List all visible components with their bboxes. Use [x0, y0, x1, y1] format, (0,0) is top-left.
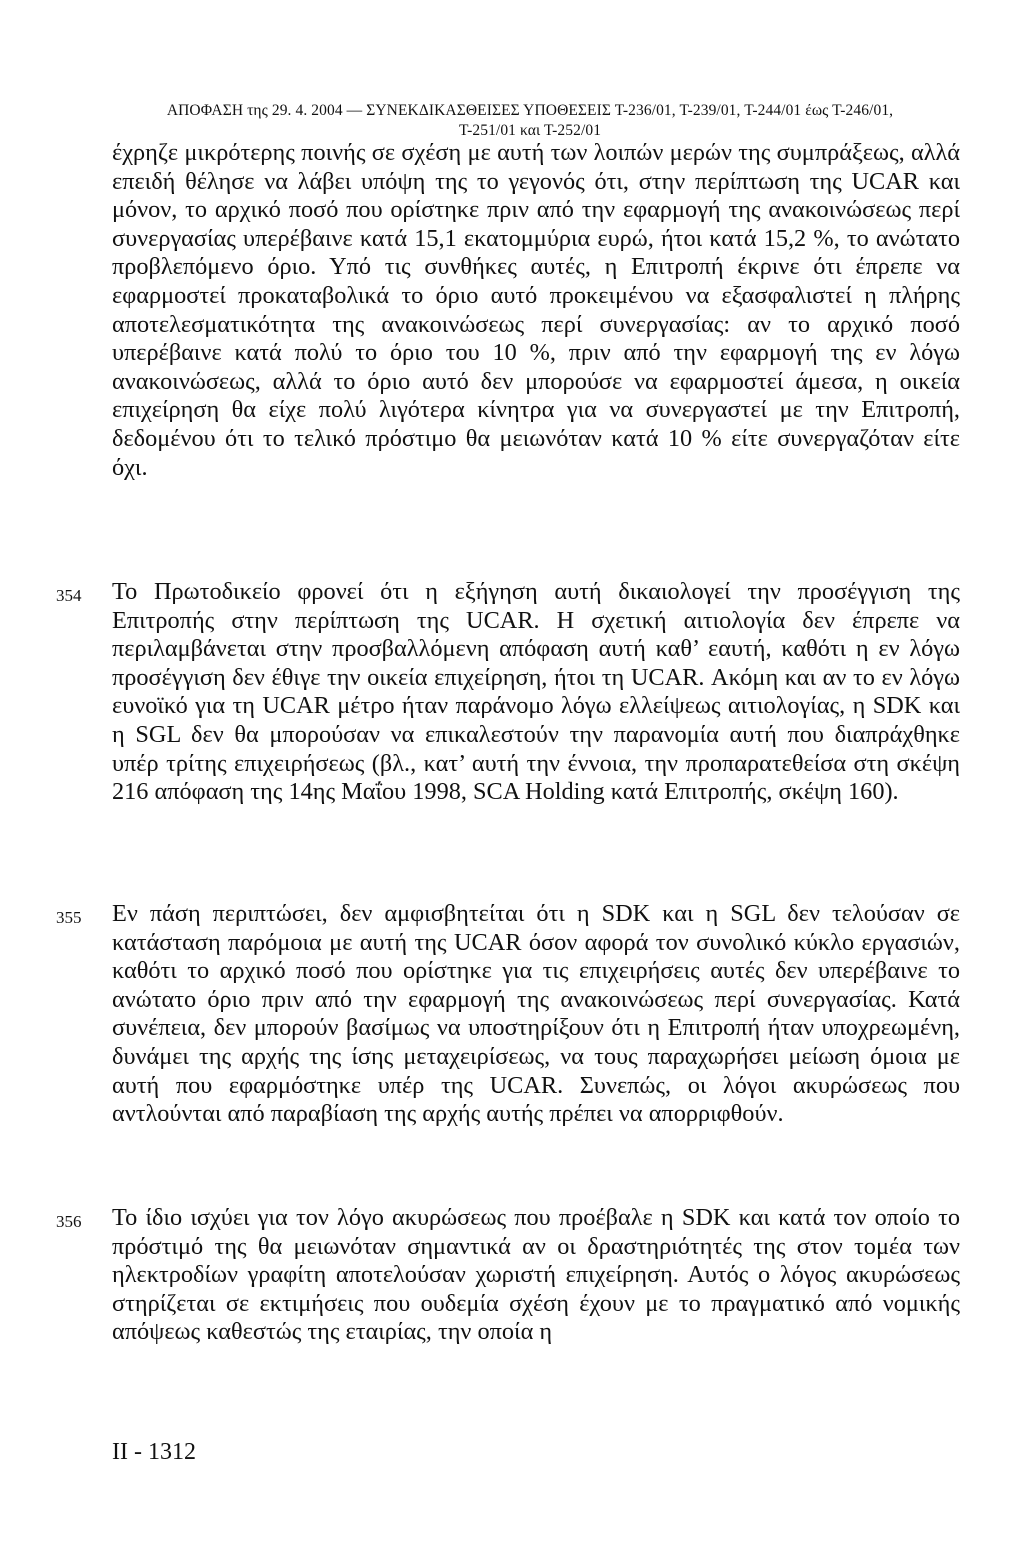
- paragraph-continued: έχρηζε μικρότερης ποινής σε σχέση με αυτή των λοιπών μερών της συμπράξεως, αλλά επειδή θέλησε να λάβει υπόψη της το γεγονός ότι, στην περίπτωση της UCAR και μόνον, το αρχικό ποσό που ορίστηκε πριν από την εφαρμογή της ανακοινώσεως περί συνεργασίας υπερέβαινε κατά 15,1 εκατομμύρια ευρώ, ήτοι κατά 15,2 %, το ανώτατο προβλεπόμενο όριο. Υπό τις συνθήκες αυτές, η Επιτροπή έκρινε ότι έπρεπε να εφαρμοστεί προκαταβολικά το όριο αυτό προκειμένου να εξασφαλιστεί η πλήρης αποτελεσματικότητα της ανακοινώσεως περί συνεργασίας: αν το αρχικό ποσό υπερέβαινε κατά πολύ το όριο του 10 %, πριν από την εφαρμογή της εν λόγω ανακοινώσεως, αλλά το όριο αυτό δεν μπορούσε να εφαρμοστεί άμεσα, η οικεία επιχείρηση θα είχε πολύ λιγότερα κίνητρα για να συνεργαστεί με την Επιτροπή, δεδομένου ότι το τελικό πρόστιμο θα μειωνόταν κατά 10 % είτε συνεργαζόταν είτε όχι.: [112, 139, 960, 481]
- paragraph-number-354: 354: [56, 586, 82, 605]
- paragraph-number-356: 356: [56, 1212, 82, 1231]
- page-number: II - 1312: [112, 1439, 196, 1465]
- paragraph-number-355: 355: [56, 908, 82, 927]
- paragraph-356: Το ίδιο ισχύει για τον λόγο ακυρώσεως που προέβαλε η SDK και κατά τον οποίο το πρόστιμό της θα μειωνόταν σημαντικά αν οι δραστηριότητές της στον τομέα των ηλεκτροδίων γραφίτη αποτελούσαν χωριστή επιχείρηση. Αυτός ο λόγος ακυρώσεως στηρίζεται σε εκτιμήσεις που ουδεμία σχέση έχουν με το πραγματικό από νομικής απόψεως καθεστώς της εταιρίας, την οποία η: [112, 1204, 960, 1346]
- paragraph-355: Εν πάση περιπτώσει, δεν αμφισβητείται ότι η SDK και η SGL δεν τελούσαν σε κατάσταση παρόμοια με αυτή της UCAR όσον αφορά τον συνολικό κύκλο εργασιών, καθότι το αρχικό ποσό που ορίστηκε για τις επιχειρήσεις αυτές δεν υπερέβαινε το ανώτατο όριο πριν από την εφαρμογή της ανακοινώσεως περί συνεργασίας. Κατά συνέπεια, δεν μπορούν βασίμως να υποστηρίξουν ότι η Επιτροπή ήταν υποχρεωμένη, δυνάμει της αρχής της ίσης μεταχειρίσεως, να τους παραχωρήσει μείωση όμοια με αυτή που εφαρμόστηκε υπέρ της UCAR. Συνεπώς, οι λόγοι ακυρώσεως που αντλούνται από παραβίαση της αρχής αυτής πρέπει να απορριφθούν.: [112, 900, 960, 1128]
- running-header: [100, 101, 960, 141]
- paragraph-354: Το Πρωτοδικείο φρονεί ότι η εξήγηση αυτή δικαιολογεί την προσέγγιση της Επιτροπής στην περίπτωση της UCAR. Η σχετική αιτιολογία δεν έπρεπε να περιλαμβάνεται στην προσβαλλόμενη απόφαση αυτή καθ’ εαυτή, καθότι η εν λόγω προσέγγιση δεν έθιγε την οικεία επιχείρηση, ήτοι τη UCAR. Ακόμη και αν το εν λόγω ευνοϊκό για τη UCAR μέτρο ήταν παράνομο λόγω ελλείψεως αιτιολογίας, η SDK και η SGL δεν θα μπορούσαν να επικαλεστούν την παρανομία αυτή που διαπράχθηκε υπέρ τρίτης επιχειρήσεως (βλ., κατ’ αυτή την έννοια, την προπαρατεθείσα στη σκέψη 216 απόφαση της 14ης Μαΐου 1998, SCA Holding κατά Επιτροπής, σκέψη 160).: [112, 578, 960, 806]
- header-line-1: ΑΠΟΦΑΣΗ της 29. 4. 2004 — ΣΥΝΕΚΔΙΚΑΣΘΕΙΣΕΣ ΥΠΟΘΕΣΕΙΣ Τ-236/01, Τ-239/01, Τ-244/01 έως Τ-246/01,: [166, 102, 894, 119]
- header-line-2: Τ-251/01 και Τ-252/01: [458, 122, 602, 139]
